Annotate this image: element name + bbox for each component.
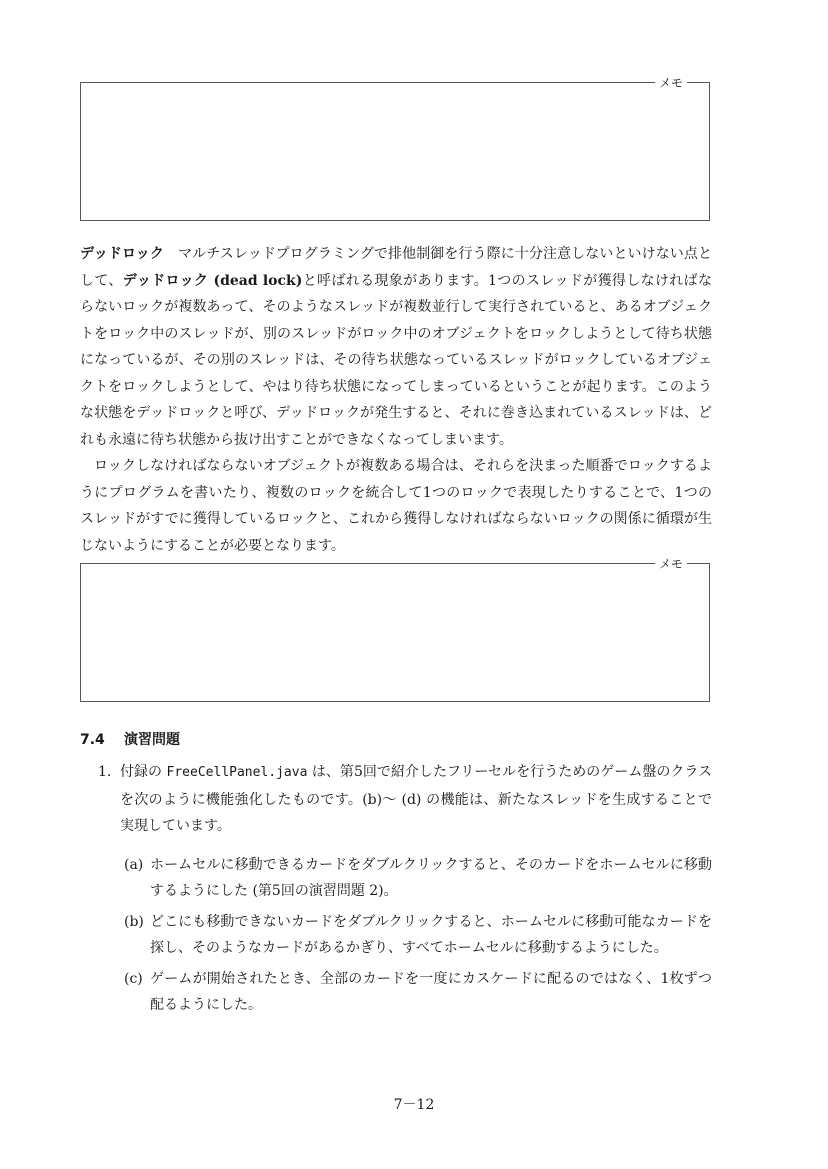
deadlock-paragraph xyxy=(80,241,712,453)
deadlock-bold-term: デッドロック (dead lock) xyxy=(122,272,303,289)
exercise-item xyxy=(80,759,712,840)
section-heading xyxy=(80,729,180,751)
sub-item-marker: (b) xyxy=(124,913,144,930)
page-number: 7－12 xyxy=(393,1097,435,1113)
deadlock-term: デッドロック xyxy=(80,246,164,262)
memo-box-top xyxy=(80,76,710,221)
exercise-code: FreeCellPanel.java xyxy=(166,765,308,780)
section-number: 7.4 xyxy=(80,732,105,748)
sub-item xyxy=(80,852,712,905)
sub-item xyxy=(80,909,712,962)
deadlock-text-a: マルチスレッドプログラミングで排他制御を行う際に十分注意しないといけない点として、 xyxy=(80,246,712,289)
exercise-text-b: は、第5回で紹介したフリーセルを行うためのゲーム盤のクラスを次のように機能強化したものです。(b)～ (d) の機能は、新たなスレッドを生成することで実現しています。 xyxy=(120,764,712,834)
sub-item-text: ゲームが開始されたとき、全部のカードを一度にカスケードに配るのではなく、1枚ずつ配るようにした。 xyxy=(150,970,712,1013)
memo-label: メモ xyxy=(655,556,687,572)
section-title: 演習問題 xyxy=(124,732,180,748)
exercise-list xyxy=(80,759,712,1023)
deadlock-text-b: と呼ばれる現象があります。1つのスレッドが獲得しなければならないロックが複数あって、そのようなスレッドが複数並行して実行されていると、あるオブジェクトをロック中のスレッドが、別のスレッドがロック中のオブジェクトをロックしようとして待ち状態になっているが、その別のスレッドは、その待ち状態なっているスレッドがロックしているオブジェクトをロックしようとして、やはり待ち状態になってしまっているということが起ります。このような状態をデッドロックと呼び、デッドロックが発生すると、それに巻き込まれているスレッドは、どれも永遠に待ち状態から抜け出すことができなくなってしまいます。 xyxy=(80,272,712,448)
exercise-text-a: 付録の xyxy=(120,764,167,780)
sub-item-marker: (c) xyxy=(124,970,143,987)
sub-item-marker: (a) xyxy=(124,856,144,873)
sub-item-text: どこにも移動できないカードをダブルクリックすると、ホームセルに移動可能なカードを探し、そのようなカードがあるかぎり、すべてホームセルに移動するようにした。 xyxy=(150,913,712,956)
memo-label: メモ xyxy=(655,75,687,91)
sub-item xyxy=(80,966,712,1019)
exercise-marker: 1. xyxy=(98,764,112,780)
lock-order-paragraph: ロックしなければならないオブジェクトが複数ある場合は、それらを決まった順番でロックするようにプログラムを書いたり、複数のロックを統合して1つのロックで表現したりすることで、1つのスレッドがすでに獲得しているロックと、これから獲得しなければならないロックの関係に循環が生じないようにすることが必要となります。 xyxy=(80,458,712,554)
exercise-sublist xyxy=(80,852,712,1019)
sub-item-text: ホームセルに移動できるカードをダブルクリックすると、そのカードをホームセルに移動するようにした (第5回の演習問題 2)。 xyxy=(150,856,712,899)
memo-box-bottom xyxy=(80,557,710,702)
deadlock-section xyxy=(80,241,712,559)
